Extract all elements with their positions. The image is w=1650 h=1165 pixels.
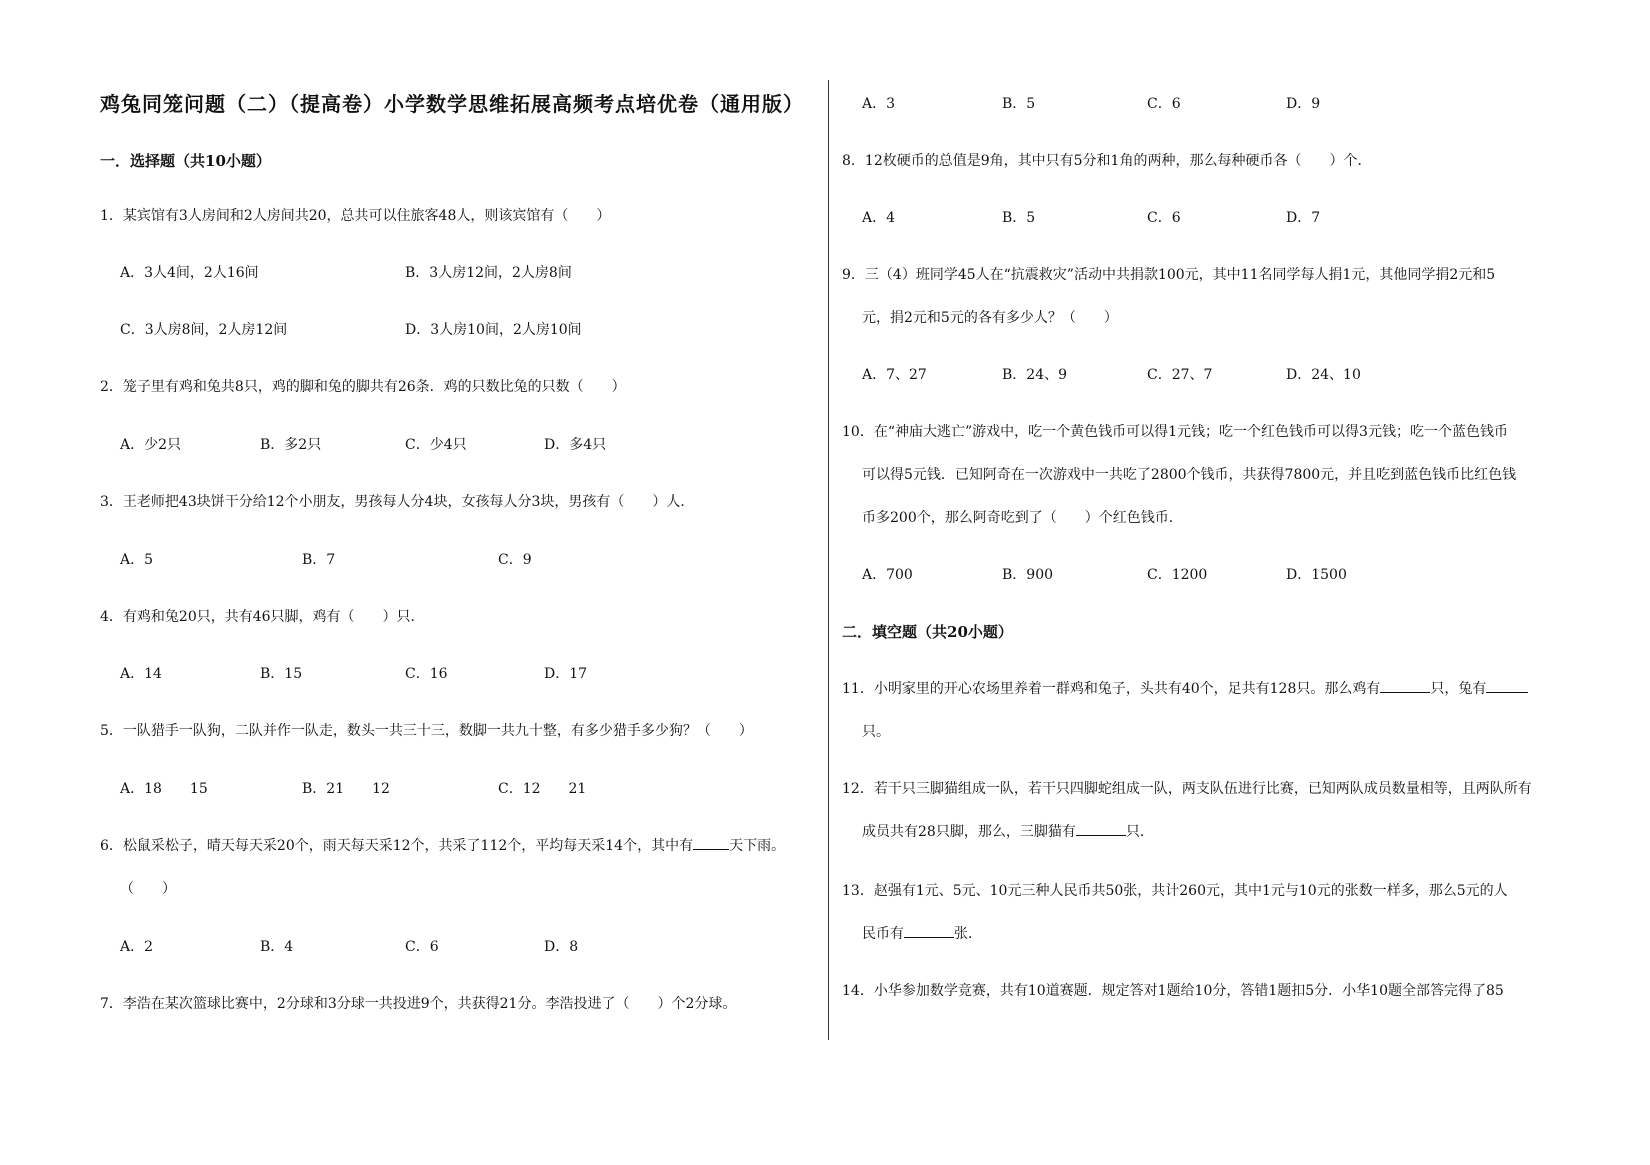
column-divider	[828, 80, 829, 1040]
answer-blank	[904, 923, 954, 938]
q8-option-b: B．5	[1002, 210, 1036, 226]
q2-option-c: C．少4只	[405, 437, 467, 453]
section-heading-choice: 一．选择题（共10小题）	[100, 152, 271, 170]
q12-text-part1: 成员共有28只脚，那么，三脚猫有	[862, 824, 1076, 840]
q13-text-part1: 民币有	[862, 926, 904, 942]
answer-blank	[693, 835, 729, 850]
q11-text-part2: 只，兔有	[1430, 681, 1487, 697]
q7-option-c: C．6	[1147, 96, 1181, 112]
q2-option-a: A．少2只	[120, 437, 182, 453]
q3-option-a: A．5	[120, 552, 154, 568]
question-10-line2: 可以得5元钱．已知阿奇在一次游戏中一共吃了2800个钱币，共获得7800元，并且吃到蓝色钱币比红色钱	[862, 467, 1517, 483]
q9-option-c: C．27、7	[1147, 367, 1213, 383]
q10-option-c: C．1200	[1147, 567, 1208, 583]
q2-option-b: B．多2只	[260, 437, 322, 453]
q8-option-d: D．7	[1286, 210, 1321, 226]
q11-text-part1: 11．小明家里的开心农场里养着一群鸡和兔子，头共有40个，足共有128只。那么鸡有	[842, 681, 1381, 697]
q10-option-d: D．1500	[1286, 567, 1347, 583]
q5-option-a: A．18 15	[120, 781, 208, 797]
q6-option-d: D．8	[544, 939, 579, 955]
q9-option-d: D．24、10	[1286, 367, 1361, 383]
question-9-line2: 元，捐2元和5元的各有多少人？（ ）	[862, 310, 1118, 326]
q5-option-b: B．21 12	[302, 781, 390, 797]
q1-option-b: B．3人房12间，2人房8间	[405, 265, 572, 281]
page-title: 鸡兔同笼问题（二）（提高卷）小学数学思维拓展高频考点培优卷（通用版）	[100, 92, 804, 116]
answer-blank	[1380, 678, 1430, 693]
answer-blank	[1076, 821, 1126, 836]
q7-option-d: D．9	[1286, 96, 1321, 112]
question-5: 5．一队猎手一队狗，二队并作一队走，数头一共三十三，数脚一共九十整，有多少猎手多少狗？（ ）	[100, 723, 753, 739]
q10-option-b: B．900	[1002, 567, 1054, 583]
question-14: 14．小华参加数学竞赛，共有10道赛题．规定答对1题给10分，答错1题扣5分．小华10题全部答完得了85	[842, 983, 1504, 999]
question-1: 1．某宾馆有3人房间和2人房间共20，总共可以住旅客48人，则该宾馆有（ ）	[100, 208, 611, 224]
q6-text-part2: 天下雨。	[729, 838, 786, 854]
q6-option-c: C．6	[405, 939, 439, 955]
question-13-line2	[862, 923, 982, 943]
q6-option-a: A．2	[120, 939, 154, 955]
q9-option-a: A．7、27	[862, 367, 927, 383]
q4-option-c: C．16	[405, 666, 448, 682]
q7-option-b: B．5	[1002, 96, 1036, 112]
question-6	[100, 835, 785, 855]
q6-answer-paren: （ ）	[120, 881, 176, 897]
q3-option-c: C．9	[498, 552, 532, 568]
q8-option-a: A．4	[862, 210, 896, 226]
question-8: 8．12枚硬币的总值是9角，其中只有5分和1角的两种，那么每种硬币各（ ）个．	[842, 153, 1372, 169]
q1-option-c: C．3人房8间，2人房12间	[120, 322, 288, 338]
question-2: 2．笼子里有鸡和兔共8只，鸡的脚和兔的脚共有26条．鸡的只数比兔的只数（ ）	[100, 379, 626, 395]
section-heading-fill: 二．填空题（共20小题）	[842, 623, 1013, 641]
answer-blank	[1486, 678, 1528, 693]
question-12-line2	[862, 821, 1154, 841]
q2-option-d: D．多4只	[544, 437, 607, 453]
question-9: 9．三（4）班同学45人在“抗震救灾”活动中共捐款100元，其中11名同学每人捐1元，其他同学捐2元和5	[842, 267, 1496, 283]
q12-text-part2: 只．	[1125, 824, 1154, 840]
q3-option-b: B．7	[302, 552, 336, 568]
q9-option-b: B．24、9	[1002, 367, 1068, 383]
q7-option-a: A．3	[862, 96, 896, 112]
question-7: 7．李浩在某次篮球比赛中，2分球和3分球一共投进9个，共获得21分。李浩投进了（ ）个2分球。	[100, 996, 737, 1012]
q13-text-part2: 张．	[954, 926, 982, 942]
q4-option-b: B．15	[260, 666, 303, 682]
q1-option-d: D．3人房10间，2人房10间	[405, 322, 582, 338]
q8-option-c: C．6	[1147, 210, 1181, 226]
q1-option-a: A．3人4间，2人16间	[120, 265, 259, 281]
q5-option-c: C．12 21	[498, 781, 587, 797]
question-12: 12．若干只三脚猫组成一队，若干只四脚蛇组成一队，两支队伍进行比赛，已知两队成员数量相等，且两队所有	[842, 781, 1532, 797]
question-11-line2: 只。	[862, 724, 890, 740]
q4-option-d: D．17	[544, 666, 588, 682]
q4-option-a: A．14	[120, 666, 162, 682]
question-3: 3．王老师把43块饼干分给12个小朋友，男孩每人分4块，女孩每人分3块，男孩有（ ）人．	[100, 494, 695, 510]
question-10-line3: 币多200个，那么阿奇吃到了（ ）个红色钱币．	[862, 510, 1183, 526]
question-10: 10．在“神庙大逃亡”游戏中，吃一个黄色钱币可以得1元钱；吃一个红色钱币可以得3元钱；吃一个蓝色钱币	[842, 424, 1508, 440]
question-4: 4．有鸡和兔20只，共有46只脚，鸡有（ ）只．	[100, 609, 425, 625]
q10-option-a: A．700	[862, 567, 913, 583]
question-11	[842, 678, 1528, 698]
q6-text-part1: 6．松鼠采松子，晴天每天采20个，雨天每天采12个，共采了112个，平均每天采14个，其中有	[100, 838, 694, 854]
question-13: 13．赵强有1元、5元、10元三种人民币共50张，共计260元，其中1元与10元的张数一样多，那么5元的人	[842, 883, 1508, 899]
q6-option-b: B．4	[260, 939, 294, 955]
